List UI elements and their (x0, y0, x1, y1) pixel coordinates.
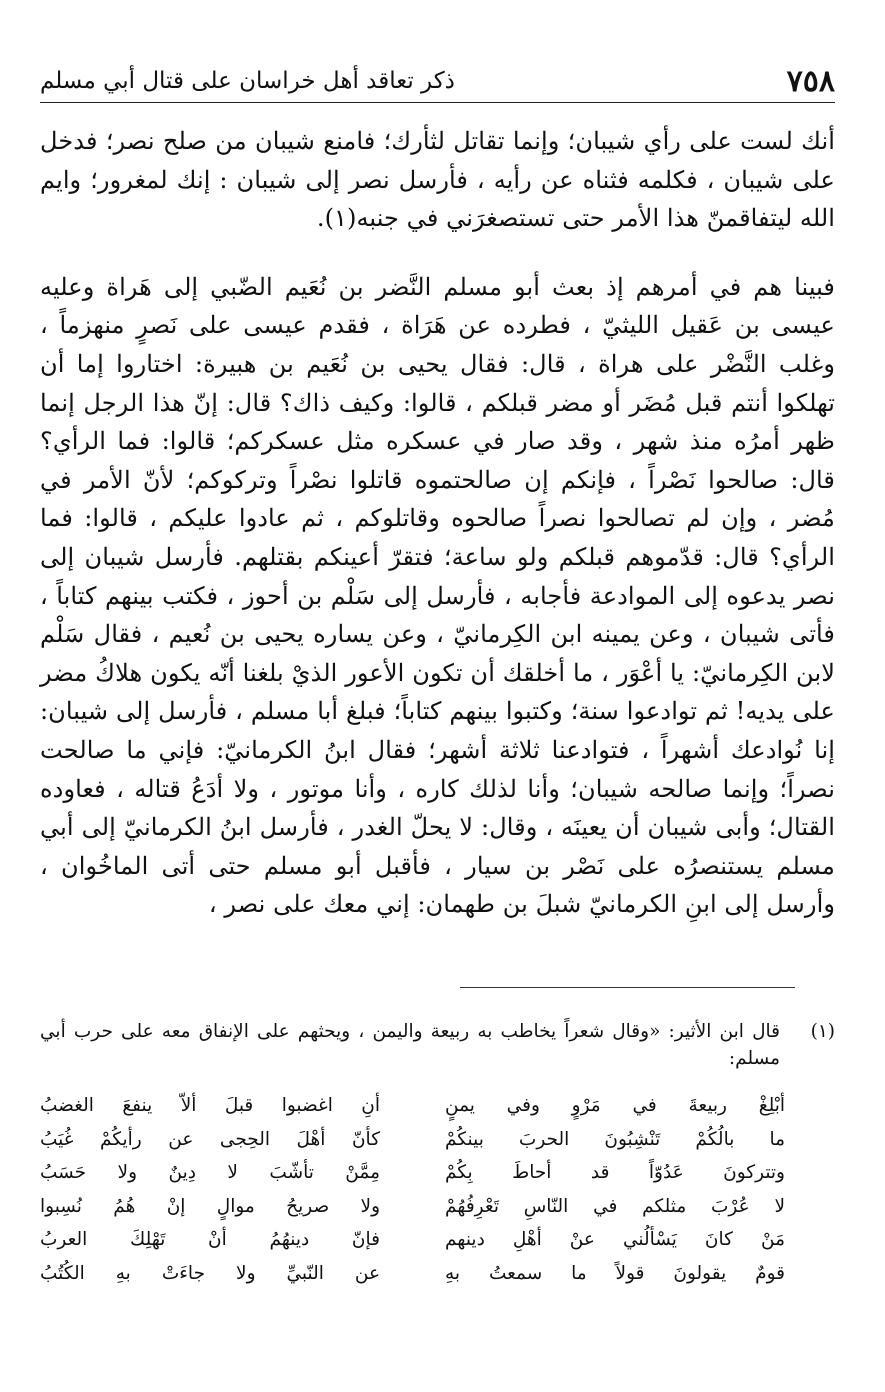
footnote (40, 1018, 835, 1072)
verse-second-hemistich: مِمَّنْ تأشّبَ لا دِينٌ ولا حَسَبُ (40, 1162, 380, 1183)
footnote-text: قال ابن الأثير: «وقال شعراً يخاطب به ربيعة واليمن ، ويحثهم على الإنفاق معه على حرب أبي مسلم: (40, 1021, 780, 1069)
verse-second-hemistich: عن النّبيِّ ولا جاءَتْ بهِ الكُتُبُ (40, 1262, 380, 1284)
verse-first-hemistich: مَنْ كانَ يَسْألُني عنْ أهْلِ دينهم (445, 1229, 785, 1250)
verse-second-hemistich: ولا صريحُ موالٍ إنْ هُمُ نُسِبوا (40, 1195, 380, 1217)
verse (40, 1263, 785, 1297)
verse-first-hemistich: أبْلِغْ ربيعةَ في مَرْوٍ وفي يمنٍ (445, 1095, 785, 1116)
running-title: ذكر تعاقد أهل خراسان على قتال أبي مسلم (40, 68, 455, 94)
page-header (40, 60, 835, 103)
verse-second-hemistich: فإنّ دينهُمُ أنْ تَهْلِكَ العربُ (40, 1229, 380, 1250)
verse-first-hemistich: قومٌ يقولونَ قولاً ما سمعتُ بهِ (445, 1262, 785, 1284)
verse (40, 1129, 785, 1163)
verse (40, 1162, 785, 1196)
paragraph: أنك لست على رأي شيبان؛ وإنما تقاتل لثأرك؛ فامنع شيبان من صلح نصر؛ فدخل على شيبان ، فكلمه فثناه عن رأيه ، فأرسل نصر إلى شيبان : إنك لمغرور؛ وايم الله ليتفاقمنّ هذا الأمر حتى تستصغرَني في جنبه(١). (40, 127, 835, 233)
verse (40, 1196, 785, 1230)
verse (40, 1229, 785, 1263)
footnote-separator (460, 987, 795, 988)
poem (40, 1095, 785, 1325)
verse-first-hemistich: ما بالُكُمْ تَنْشِبُونَ الحربَ بينكُمْ (445, 1128, 785, 1150)
footnote-number: (١) (810, 1021, 835, 1042)
page-number: ٧٥٨ (786, 64, 835, 99)
verse-second-hemistich: كأنّ أهْلَ الحِجى عن رأيكُمْ غُيَبُ (40, 1128, 380, 1150)
verse-first-hemistich: وتتركونَ عَدُوّاً قد أحاطَ بِكُمْ (445, 1162, 785, 1183)
verse-first-hemistich: لا عُرْبَ مثلكم في النّاسِ تَعْرِفُهُمْ (445, 1195, 785, 1217)
verse (40, 1095, 785, 1129)
verse-second-hemistich: أنِ اغضبوا قبلَ ألاّ ينفعَ الغضبُ (40, 1095, 380, 1116)
main-text (40, 122, 835, 924)
paragraph: فبينا هم في أمرهم إذ بعث أبو مسلم النَّضر بن نُعَيم الضّبي إلى هَراة وعليه عيسى بن عَقيل الليثيّ ، فطرده عن هَرَاة ، فقدم عيسى على نَصرٍ منهزماً ، وغلب النَّضْر على هراة ، قال: فقال يحيى بن نُعَيم بن هبيرة: اختاروا إما أن تهلكوا أنتم قبل مُضَر أو مضر قبلكم ، قالوا: وكيف ذاك؟ قال: إنّ هذا الرجل إنما ظهر أمرُه منذ شهر ، وقد صار في عسكره مثل عسكركم؛ قالوا: فما الرأي؟ قال: صالحوا نَصْراً ، فإنكم إن صالحتموه قاتلوا نصْراً وتركوكم؛ لأنّ الأمر في مُضر ، وإن لم تصالحوا نصراً صالحوه وقاتلوكم ، ثم عادوا عليكم ، قالوا: فما الرأي؟ قال: قدّموهم قبلكم ولو ساعة؛ فتقرّ أعينكم بقتلهم. فأرسل شيبان إلى نصر يدعوه إلى الموادعة فأجابه ، فأرسل إلى سَلْم بن أحوز ، فكتب بينهم كتاباً ، فأتى شيبان ، وعن يمينه ابن الكِرمانيّ ، وعن يساره يحيى بن نُعيم ، فقال سَلْم لابن الكِرمانيّ: يا أعْوَر ، ما أخلقك أن تكون الأعور الذيْ بلغنا أنّه يكون هلاكُ مضر على يديه! ثم توادعوا سنة؛ وكتبوا بينهم كتاباً؛ فبلغ أبا مسلم ، فأرسل إلى شيبان: إنا نُوادعك أشهراً ، فتوادعنا ثلاثة أشهر؛ فقال ابنُ الكرمانيّ: فإني ما صالحت نصراً؛ وإنما صالحه شيبان؛ وأنا لذلك كاره ، وأنا موتور ، ولا أدَعُ قتاله ، فعاوده القتال؛ وأبى شيبان أن يعينَه ، وقال: لا يحلّ الغدر ، فأرسل ابنُ الكرمانيّ إلى أبي مسلم يستنصرُه على نَصْر بن سيار ، فأقبل أبو مسلم حتى أتى الماخُوان ، وأرسل إلى ابنِ الكرمانيّ شبلَ بن طهمان: إني معك على نصر ، (40, 272, 835, 919)
